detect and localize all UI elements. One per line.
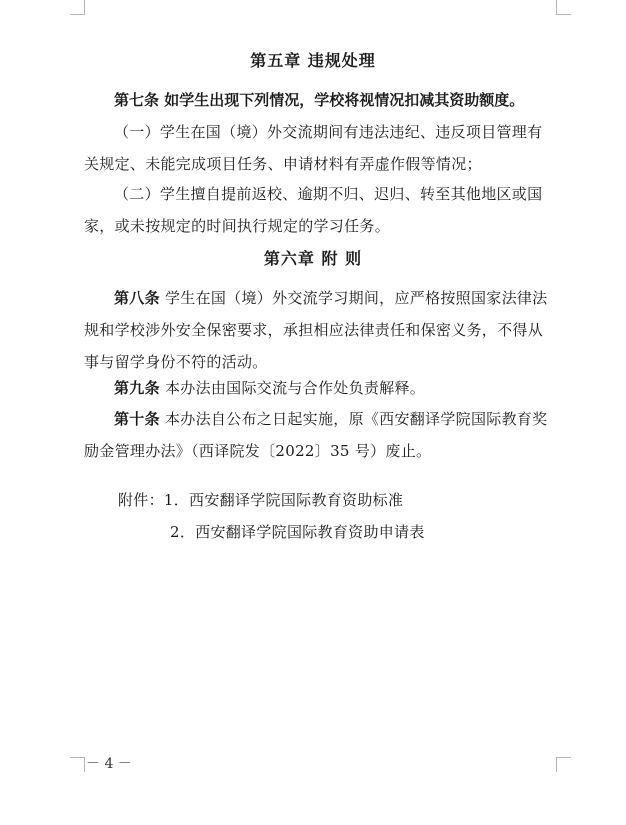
chapter-6-title: 第六章 附 则 (263, 249, 363, 268)
article-7-lead: 第七条 (114, 91, 160, 109)
article-7-text: 如学生出现下列情况，学校将视情况扣减其资助额度。 (164, 91, 525, 109)
crop-mark-top-right (556, 0, 571, 15)
article-9 (84, 372, 554, 404)
article-7-item-2: （二）学生擅自提前返校、逾期不归、迟归、转至其他地区或国家，或未按规定的时间执行规定的学习任务。 (84, 185, 543, 235)
article-10 (84, 403, 554, 467)
attachment-item-1: 1．西安翻译学院国际教育资助标准 (163, 491, 404, 509)
article-8 (84, 282, 554, 378)
article-8-lead: 第八条 (114, 289, 160, 307)
article-7-item-1: （一）学生在国（境）外交流期间有违法违纪、违反项目管理有关规定、未能完成项目任务、申请材料有弄虚作假等情况； (84, 123, 543, 173)
article-8-text: 学生在国（境）外交流学习期间，应严格按照国家法律法规和学校涉外安全保密要求，承担相应法律责任和保密义务，不得从事与留学身份不符的活动。 (84, 289, 548, 371)
article-10-text: 本办法自公布之日起实施，原《西安翻译学院国际教育奖励金管理办法》（西译院发〔2022〕35 号）废止。 (84, 410, 548, 460)
attachments-label: 附件： (118, 491, 164, 509)
article-10-lead: 第十条 (114, 410, 160, 428)
article-9-text: 本办法由国际交流与合作处负责解释。 (164, 379, 426, 397)
crop-mark-bottom-left (70, 757, 85, 772)
article-7 (84, 84, 554, 116)
attachment-item-2: 2．西安翻译学院国际教育资助申请表 (170, 523, 425, 541)
crop-mark-bottom-right (556, 757, 571, 772)
chapter-5-title: 第五章 违规处理 (250, 51, 376, 70)
page-number: － 4 － (86, 756, 132, 772)
attachments-line-1 (118, 484, 403, 516)
article-9-lead: 第九条 (114, 379, 160, 397)
crop-mark-top-left (70, 0, 85, 15)
